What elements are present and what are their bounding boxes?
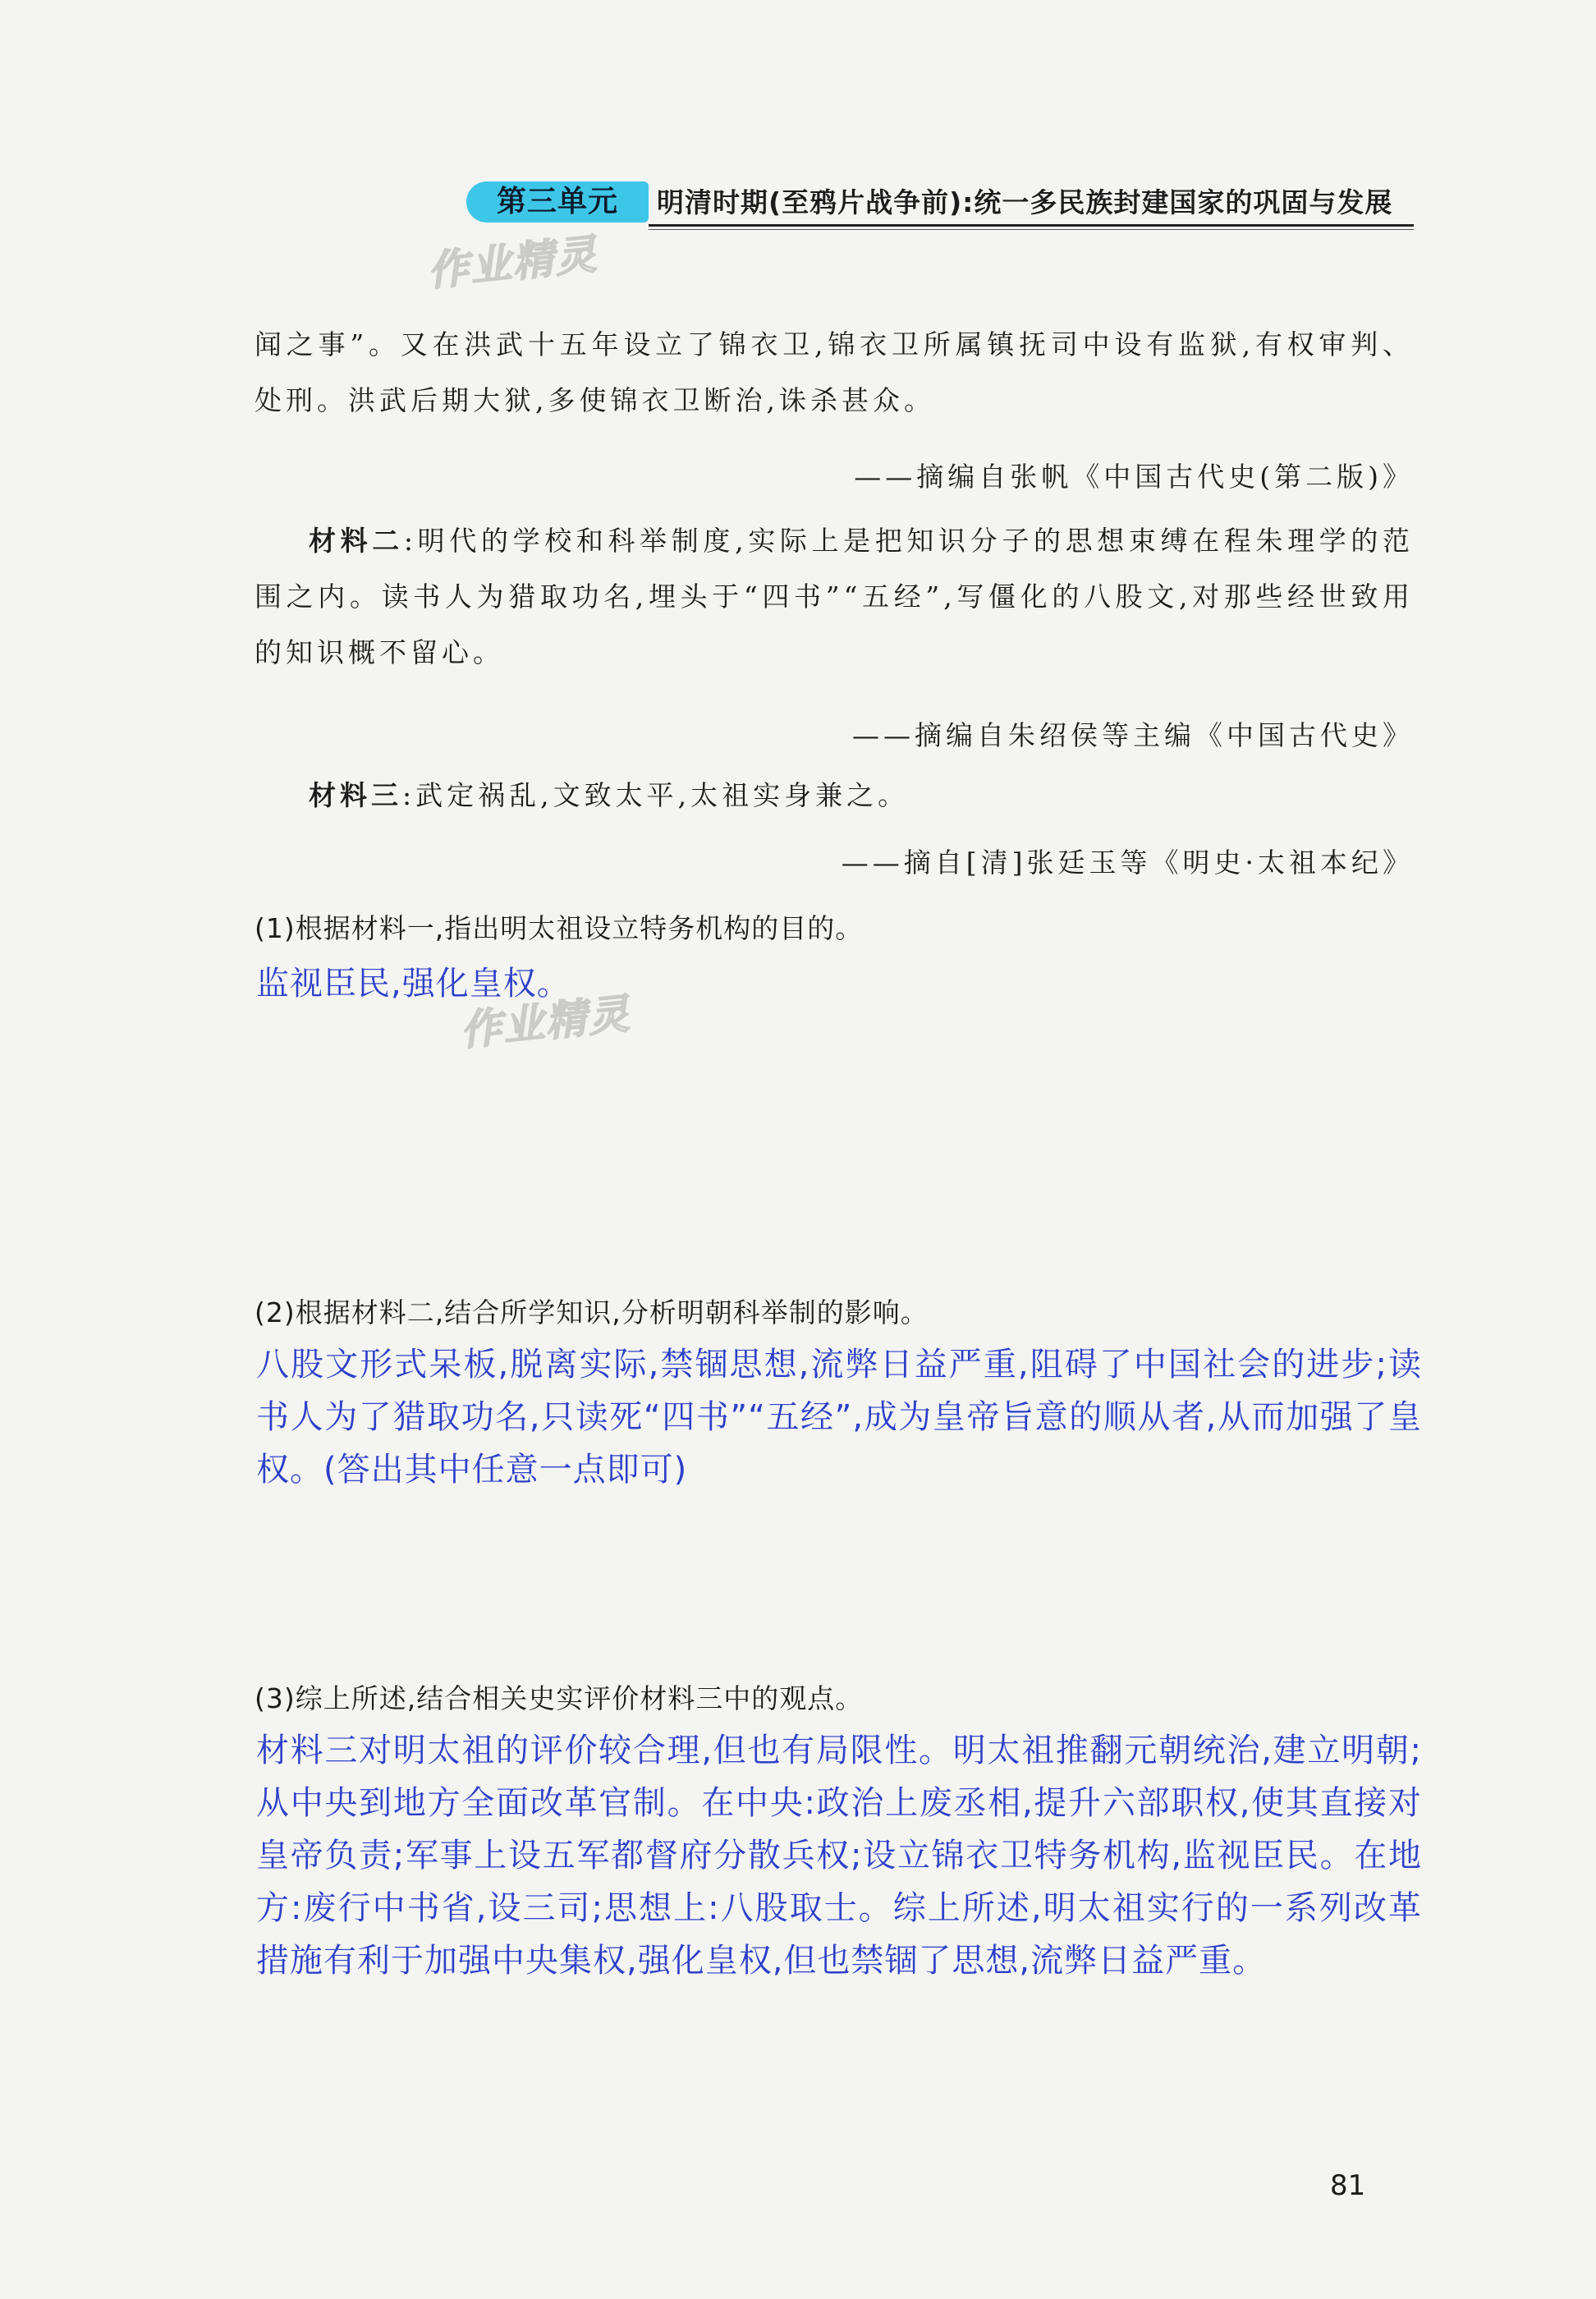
page-header bbox=[466, 177, 1414, 226]
question-1-answer: 监视臣民,强化皇权。 bbox=[256, 965, 571, 1003]
header-rule bbox=[649, 224, 1414, 227]
source-3: ——摘自[清]张廷玉等《明史·太祖本纪》 bbox=[841, 847, 1414, 879]
page-number: 81 bbox=[1330, 2169, 1366, 2202]
question-2-answer: 八股文形式呆板,脱离实际,禁锢思想,流弊日益严重,阻碍了中国社会的进步;读书人为了猎取功名,只读死“四书”“五经”,成为皇帝旨意的顺从者,从而加强了皇权。(答出其中任意一点即可) bbox=[256, 1346, 1422, 1489]
question-3-prompt: (3)综上所述,结合相关史实评价材料三中的观点。 bbox=[255, 1682, 864, 1714]
question-3-answer: 材料三对明太祖的评价较合理,但也有局限性。明太祖推翻元朝统治,建立明朝;从中央到地方全面改革官制。在中央:政治上废丞相,提升六部职权,使其直接对皇帝负责;军事上设五军都督府分散兵权;设立锦衣卫特务机构,监视臣民。在地方:废行中书省,设三司;思想上:八股取士。综上所述,明太祖实行的一系列改革措施有利于加强中央集权,强化皇权,但也禁锢了思想,流弊日益严重。 bbox=[256, 1732, 1422, 1980]
header-rule-thin bbox=[649, 229, 1414, 230]
source-1: ——摘编自张帆《中国古代史(第二版)》 bbox=[854, 461, 1414, 493]
unit-badge: 第三单元 bbox=[466, 181, 649, 223]
material-3-label: 材料三 bbox=[309, 779, 402, 811]
material-2 bbox=[255, 513, 1414, 681]
material-3 bbox=[255, 768, 1414, 824]
material-2-label: 材料二 bbox=[309, 525, 404, 557]
material-3-text: :武定祸乱,文致太平,太祖实身兼之。 bbox=[402, 779, 910, 811]
question-1-prompt: (1)根据材料一,指出明太祖设立特务机构的目的。 bbox=[255, 912, 864, 944]
watermark-logo: 作业精灵 bbox=[424, 230, 600, 296]
material-2-text: :明代的学校和科举制度,实际上是把知识分子的思想束缚在程朱理学的范围之内。读书人为猎取功名,埋头于“四书”“五经”,写僵化的八股文,对那些经世致用的知识概不留心。 bbox=[255, 525, 1415, 668]
watermark-logo: 作业精灵 bbox=[457, 989, 633, 1055]
chapter-title: 明清时期(至鸦片战争前):统一多民族封建国家的巩固与发展 bbox=[657, 186, 1393, 218]
question-2-prompt: (2)根据材料二,结合所学知识,分析明朝科举制的影响。 bbox=[255, 1296, 929, 1328]
source-2: ——摘编自朱绍侯等主编《中国古代史》 bbox=[852, 719, 1414, 751]
material-1-continued: 闻之事”。又在洪武十五年设立了锦衣卫,锦衣卫所属镇抚司中设有监狱,有权审判、处刑。洪武后期大狱,多使锦衣卫断治,诛杀甚众。 bbox=[255, 328, 1414, 416]
